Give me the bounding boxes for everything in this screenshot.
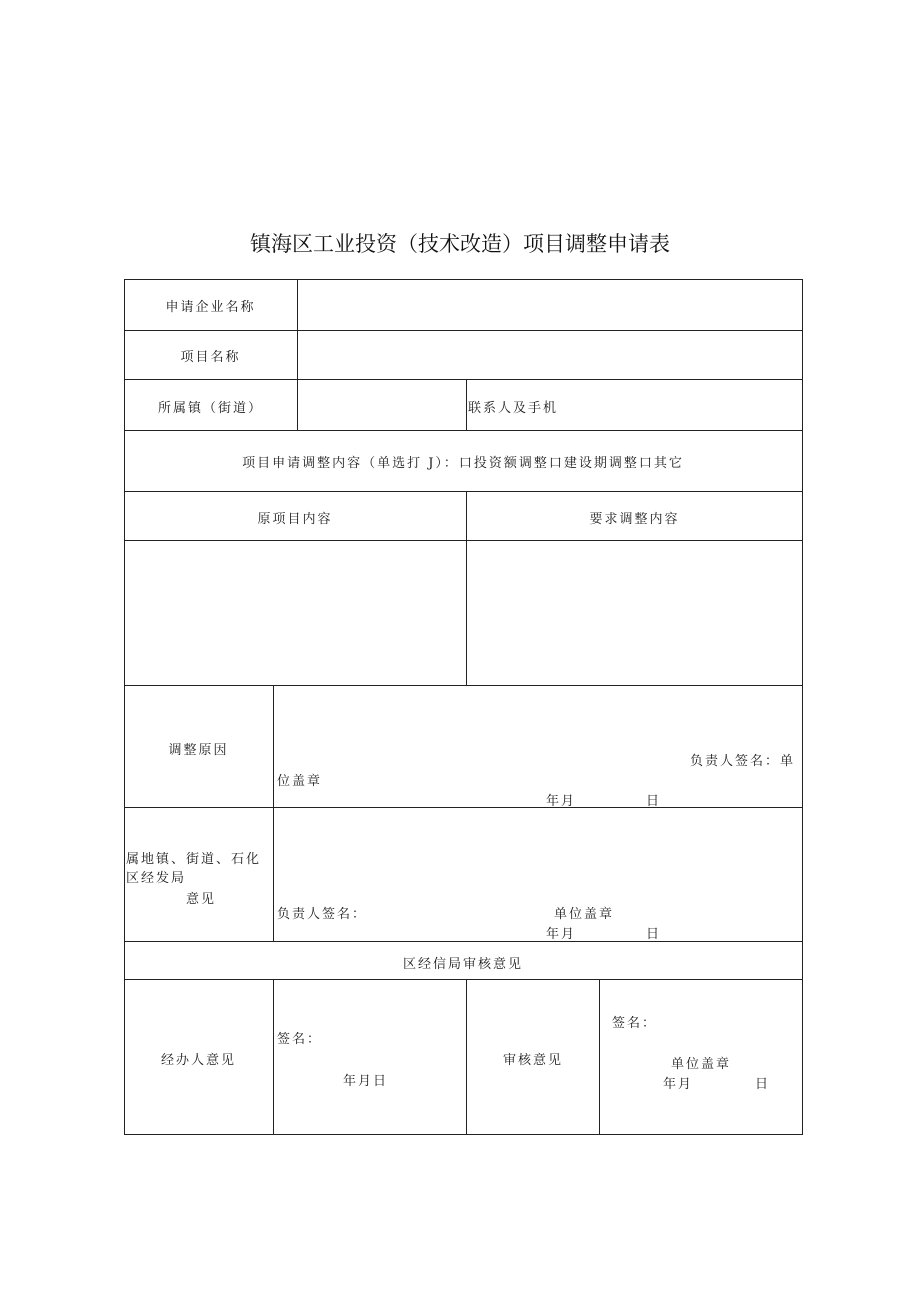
handler-date: 年月日 [343, 1074, 389, 1089]
review-opinion-field[interactable] [600, 980, 802, 1008]
row-divider [124, 491, 803, 492]
town-date-d: 日 [646, 927, 662, 942]
reason-label: 调整原因 [168, 743, 229, 758]
town-opinion-field[interactable] [274, 808, 802, 898]
contact-label: 联系人及手机 [468, 401, 559, 416]
page-title: 镇海区工业投资（技术改造）项目调整申请表 [250, 232, 670, 256]
bureau-review-header: 区经信局审核意见 [402, 957, 523, 972]
reason-seal-label: 位盖章 [277, 774, 323, 789]
town-opinion-label-line1: 属地镇、街道、石化 [126, 852, 262, 867]
review-sign-label: 签名： [612, 1016, 658, 1031]
company-name-label: 申请企业名称 [165, 300, 256, 315]
table-border-bottom [124, 1134, 803, 1135]
project-name-field[interactable] [298, 331, 802, 379]
handler-opinion-label: 经办人意见 [160, 1053, 236, 1068]
table-border-right [802, 279, 803, 1135]
adjust-content-label: 项目申请调整内容（单选打 J）：口投资额调整口建设期调整口其它 [242, 456, 684, 471]
original-content-header: 原项目内容 [257, 512, 333, 527]
handler-sign-label: 签名： [277, 1032, 323, 1047]
reason-field[interactable] [274, 686, 802, 746]
row-divider [124, 430, 803, 431]
reason-date-d: 日 [646, 794, 662, 809]
review-date-ym: 年月 [663, 1077, 694, 1092]
handler-opinion-field[interactable] [274, 980, 466, 1020]
col-divider [466, 379, 467, 430]
review-opinion-label: 审核意见 [502, 1053, 563, 1068]
town-signer-label: 负责人签名： [277, 907, 368, 922]
review-seal-label: 单位盖章 [671, 1057, 732, 1072]
project-name-label: 项目名称 [180, 350, 241, 365]
review-date-d: 日 [755, 1077, 771, 1092]
contact-field[interactable] [580, 380, 802, 430]
requested-content-header: 要求调整内容 [589, 512, 680, 527]
original-content-field[interactable] [125, 541, 466, 685]
town-opinion-label-line2: 区经发局 [126, 871, 187, 886]
town-field[interactable] [298, 380, 466, 430]
reason-date-ym: 年月 [546, 794, 577, 809]
town-opinion-label-line3: 意见 [186, 892, 217, 907]
town-seal-label: 单位盖章 [554, 907, 615, 922]
row-divider [124, 941, 803, 942]
reason-signer-label: 负责人签名：单 [690, 754, 796, 769]
town-date-ym: 年月 [546, 927, 577, 942]
requested-content-field[interactable] [467, 541, 802, 685]
company-name-field[interactable] [298, 280, 802, 330]
town-label: 所属镇（街道） [157, 401, 263, 416]
